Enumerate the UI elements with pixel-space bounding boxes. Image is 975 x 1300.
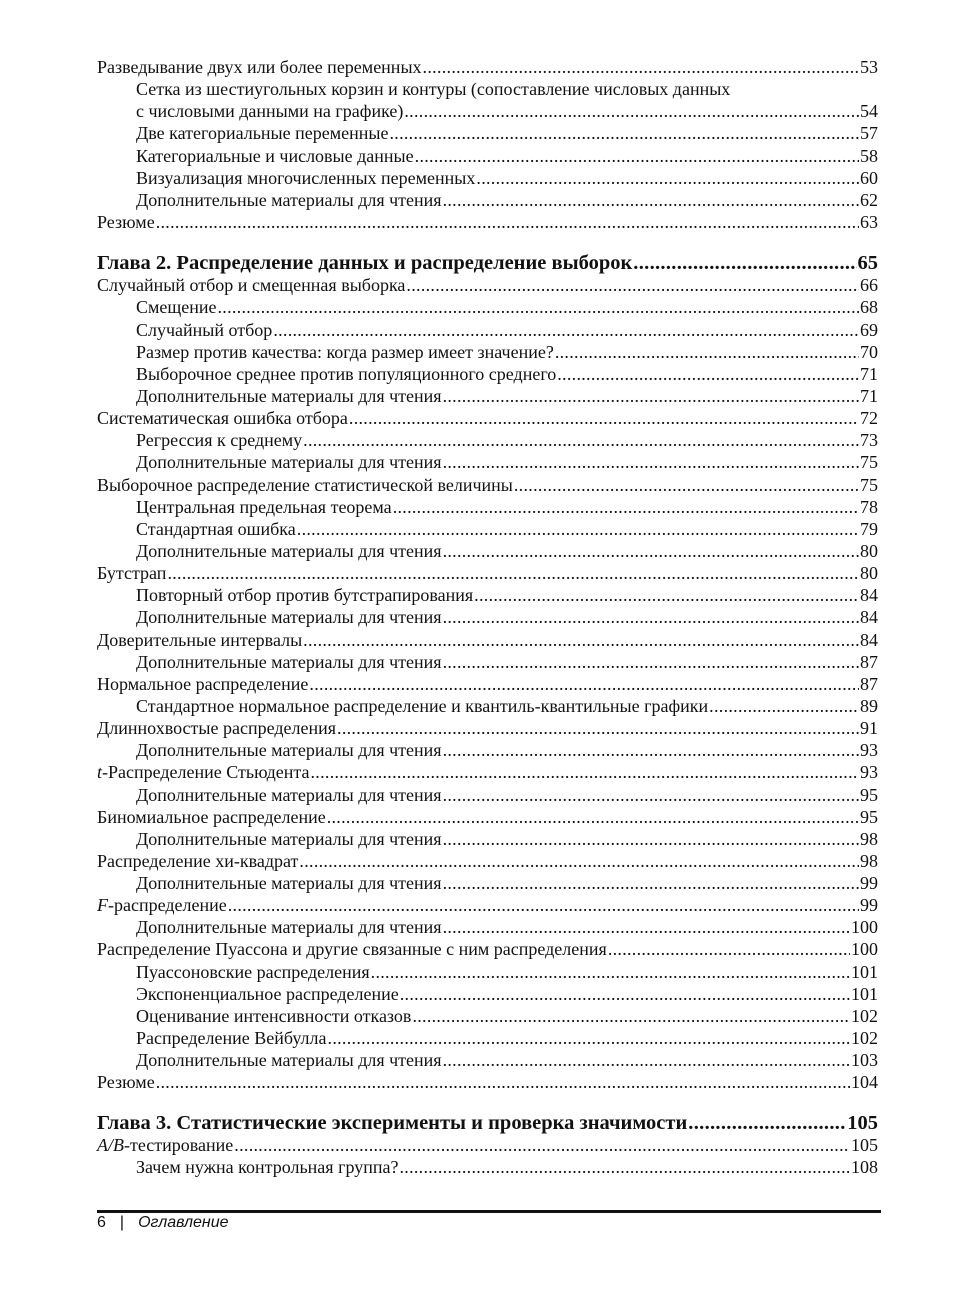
toc-entry[interactable] [97,717,878,739]
dot-leader [309,673,859,695]
page-number: 6 [97,1214,106,1231]
toc-entry-text: Глава 3. Статистические эксперименты и проверка значимости [97,1111,688,1134]
toc-page-number: 66 [860,275,878,296]
toc-entry-title [136,100,403,122]
toc-entry[interactable] [97,1005,878,1027]
toc-entry-italic-prefix: t [97,762,103,783]
toc-entry-title [136,385,442,407]
toc-entry-title [136,1156,398,1178]
dot-leader [389,122,859,144]
footer-separator: | [119,1214,125,1231]
toc-page-number: 60 [860,167,878,188]
toc-entry-text: -распределение [108,895,227,916]
toc-page-number: 71 [860,385,878,406]
dot-leader [406,274,859,296]
toc-entry-text: Длиннохвостые распределения [97,718,337,739]
dot-leader [167,562,859,584]
toc-entry[interactable] [97,496,878,518]
toc-entry[interactable] [97,606,878,628]
toc-entry[interactable] [97,916,878,938]
toc-entry-title [97,761,310,783]
toc-entry-text: -Распределение Стьюдента [102,762,310,783]
table-of-contents [97,56,878,1178]
toc-page-number: 54 [860,101,878,122]
dot-leader [688,1112,846,1134]
toc-entry-title [136,363,556,385]
toc-page-number: 100 [851,939,878,960]
toc-entry[interactable] [97,961,878,983]
toc-entry[interactable] [97,274,878,296]
toc-page-number: 69 [860,319,878,340]
dot-leader [443,828,859,850]
toc-entry-title [136,606,442,628]
toc-entry[interactable] [97,189,878,211]
toc-page-number: 84 [860,607,878,628]
dot-leader [443,916,850,938]
toc-entry-title [97,211,155,233]
toc-page-number: 99 [860,895,878,916]
toc-entry-text: Нормальное распределение [97,673,309,694]
toc-entry[interactable] [97,122,878,144]
toc-entry-title [97,407,348,429]
toc-entry-title [97,850,298,872]
dot-leader [443,385,859,407]
toc-entry-italic-prefix: F [97,895,108,916]
dot-leader [337,717,859,739]
toc-entry[interactable] [97,1134,878,1156]
dot-leader [303,629,859,651]
toc-page-number: 87 [860,673,878,694]
toc-entry[interactable] [97,518,878,540]
toc-entry-title [97,1134,233,1156]
toc-entry-text: Зачем нужна контрольная группа? [136,1157,399,1178]
toc-entry-title [136,296,217,318]
toc-page-number: 78 [860,496,878,517]
toc-entry-text: Дополнительные материалы для чтения [136,189,442,210]
toc-entry-title [97,56,422,78]
toc-entry-italic-prefix: A/B [97,1135,124,1156]
toc-entry[interactable] [97,695,878,717]
dot-leader [303,429,859,451]
toc-entry[interactable] [97,100,878,122]
toc-page-number: 68 [860,297,878,318]
dot-leader [218,296,860,318]
toc-entry-text: -тестирование [124,1135,234,1156]
toc-entry-text: Доверительные интервалы [97,629,303,650]
dot-leader [555,341,859,363]
toc-entry-text: Дополнительные материалы для чтения [136,452,442,473]
dot-leader [400,983,850,1005]
dot-leader [399,1156,850,1178]
toc-entry-text: Регрессия к среднему [136,430,303,451]
toc-entry-text: Распределение Пуассона и другие связанные с ним распределения [97,939,607,960]
dot-leader [327,806,859,828]
toc-entry-text: Дополнительные материалы для чтения [136,385,442,406]
toc-entry-text: Экспоненциальное распределение [136,983,399,1004]
toc-page-number: 98 [860,828,878,849]
toc-entry-title [97,717,336,739]
toc-page-number: 91 [860,718,878,739]
toc-entry[interactable] [97,429,878,451]
toc-page-number: 108 [851,1157,878,1178]
toc-entry-text: Стандартное нормальное распределение и квантиль-квантильные графики [136,695,709,716]
toc-entry[interactable] [97,341,878,363]
toc-entry-text: Размер против качества: когда размер имеет значение? [136,341,554,362]
toc-page-number: 73 [860,430,878,451]
toc-entry-text: Визуализация многочисленных переменных [136,167,476,188]
toc-entry-title [136,739,442,761]
dot-leader [228,894,859,916]
toc-entry-title [136,584,473,606]
toc-page-number: 72 [860,408,878,429]
toc-page-number: 80 [860,563,878,584]
toc-entry[interactable] [97,806,878,828]
toc-entry-line [97,78,878,100]
toc-entry[interactable] [97,451,878,473]
toc-entry-title [136,872,442,894]
toc-entry-text: Дополнительные материалы для чтения [136,873,442,894]
dot-leader [393,496,859,518]
toc-page-number: 101 [851,983,878,1004]
toc-entry[interactable] [97,983,878,1005]
toc-entry[interactable] [97,872,878,894]
toc-entry-title [136,189,442,211]
toc-entry-text: Пуассоновские распределения [136,961,370,982]
toc-page-number: 79 [860,518,878,539]
toc-page-number: 102 [851,1028,878,1049]
toc-entry[interactable] [97,407,878,429]
toc-entry-text: Дополнительные материалы для чтения [136,828,442,849]
toc-entry-title: Сетка из шестиугольных корзин и контуры (сопоставление числовых данных [136,79,731,100]
toc-page-number: 80 [860,540,878,561]
toc-entry[interactable] [97,296,878,318]
toc-page-number: 53 [860,57,878,77]
toc-page-number: 63 [860,211,878,232]
toc-page-number: 57 [860,123,878,144]
page-footer [97,1214,228,1232]
dot-leader [234,1134,850,1156]
toc-entry-title [97,474,513,496]
toc-entry-text: Биномиальное распределение [97,806,326,827]
toc-entry-text: Стандартная ошибка [136,518,296,539]
toc-entry[interactable] [97,319,878,341]
toc-entry-text: Разведывание двух или более переменных [97,57,422,77]
dot-leader [443,872,859,894]
toc-entry-title [97,806,326,828]
toc-entry-text: Выборочное среднее против популяционного среднего [136,363,557,384]
toc-page-number: 101 [851,961,878,982]
toc-entry-title [97,673,308,695]
toc-entry-text: Дополнительные материалы для чтения [136,1050,442,1071]
dot-leader [156,211,859,233]
toc-entry-text: Две категориальные переменные [136,123,389,144]
toc-entry-text: Распределение хи-квадрат [97,850,299,871]
dot-leader [156,1071,850,1093]
toc-page-number: 84 [860,585,878,606]
dot-leader [443,451,859,473]
toc-entry[interactable] [97,584,878,606]
toc-entry-text: с числовыми данными на графике) [136,101,404,122]
dot-leader [443,784,859,806]
toc-entry[interactable] [97,850,878,872]
toc-entry-text: Бутстрап [97,563,167,584]
toc-entry-title [136,145,414,167]
toc-page-number: 93 [860,762,878,783]
toc-entry-title [97,938,607,960]
dot-leader [443,651,859,673]
toc-entry[interactable] [97,211,878,233]
toc-entry-title [97,274,405,296]
toc-entry-text: Случайный отбор [136,319,273,340]
toc-entry-title [136,1049,442,1071]
toc-entry[interactable] [97,1156,878,1178]
dot-leader [443,189,859,211]
toc-page-number: 99 [860,873,878,894]
toc-entry-text: Систематическая ошибка отбора [97,408,348,429]
dot-leader [443,739,859,761]
dot-leader [443,1049,850,1071]
dot-leader [476,167,859,189]
toc-entry[interactable] [97,474,878,496]
toc-entry[interactable] [97,938,878,960]
toc-entry-title [136,916,442,938]
dot-leader [709,695,859,717]
toc-entry-title [136,983,399,1005]
dot-leader [404,100,859,122]
dot-leader [297,518,859,540]
toc-entry[interactable] [97,167,878,189]
toc-entry[interactable] [97,739,878,761]
toc-page-number: 100 [851,917,878,938]
toc-page-number: 103 [851,1050,878,1071]
toc-page-number: 98 [860,850,878,871]
toc-entry-text: Дополнительные материалы для чтения [136,540,442,561]
toc-entry-title [97,629,302,651]
toc-entry-text: Дополнительные материалы для чтения [136,607,442,628]
toc-entry-title [136,1005,411,1027]
toc-entry-text: Категориальные и числовые данные [136,145,414,166]
toc-entry[interactable] [97,145,878,167]
toc-page-number: 71 [860,363,878,384]
toc-page-number: 95 [860,806,878,827]
dot-leader [273,319,859,341]
dot-leader [349,407,859,429]
toc-entry[interactable] [97,894,878,916]
toc-entry-title [136,496,392,518]
dot-leader [371,961,850,983]
toc-entry-title [136,341,554,363]
toc-page-number: 65 [857,252,878,275]
toc-entry[interactable] [97,651,878,673]
dot-leader [443,540,859,562]
toc-page-number: 89 [860,695,878,716]
toc-entry[interactable] [97,784,878,806]
dot-leader [443,606,859,628]
dot-leader [633,252,856,274]
toc-chapter-entry[interactable] [97,252,878,274]
dot-leader [328,1027,850,1049]
toc-entry[interactable] [97,385,878,407]
toc-entry[interactable] [97,1071,878,1093]
toc-entry-title [136,784,442,806]
toc-page-number: 70 [860,341,878,362]
toc-entry-text: Дополнительные материалы для чтения [136,740,442,761]
running-title: Оглавление [138,1214,229,1231]
toc-entry-text: Случайный отбор и смещенная выборка [97,275,406,296]
toc-page-number: 105 [847,1111,878,1134]
toc-entry[interactable] [97,562,878,584]
toc-page-number: 104 [851,1072,878,1093]
toc-entry-title [97,894,227,916]
toc-entry-title [136,167,475,189]
toc-entry-title [97,562,166,584]
dot-leader [557,363,859,385]
dot-leader [608,938,850,960]
toc-entry-text: Дополнительные материалы для чтения [136,917,442,938]
dot-leader [514,474,859,496]
toc-entry-text: Выборочное распределение статистической величины [97,474,513,495]
toc-entry[interactable] [97,828,878,850]
toc-page-number: 75 [860,452,878,473]
dot-leader [474,584,859,606]
toc-entry[interactable] [97,629,878,651]
toc-entry-text: Оценивание интенсивности отказов [136,1005,412,1026]
toc-entry-title [136,319,272,341]
dot-leader [423,56,859,78]
toc-entry-title [136,651,442,673]
toc-page-number: 84 [860,629,878,650]
dot-leader [311,761,860,783]
toc-entry-title [136,828,442,850]
toc-entry-text: Повторный отбор против бутстрапирования [136,585,474,606]
dot-leader [299,850,859,872]
dot-leader [415,145,859,167]
toc-entry-text: Дополнительные материалы для чтения [136,784,442,805]
toc-entry[interactable] [97,540,878,562]
dot-leader [412,1005,850,1027]
toc-entry-title [136,451,442,473]
toc-entry-text: Смещение [136,297,217,318]
toc-page-number: 93 [860,740,878,761]
toc-page-number: 87 [860,651,878,672]
toc-page-number: 95 [860,784,878,805]
toc-entry-title [136,122,388,144]
toc-entry-text: Резюме [97,1072,155,1093]
toc-entry-title [136,1027,327,1049]
toc-entry[interactable] [97,761,878,783]
toc-page-number: 102 [851,1005,878,1026]
toc-page-number: 75 [860,474,878,495]
toc-page-number: 105 [851,1135,878,1156]
toc-entry-title [136,540,442,562]
toc-entry[interactable] [97,363,878,385]
toc-entry[interactable] [97,1027,878,1049]
toc-entry-text: Центральная предельная теорема [136,496,392,517]
toc-entry-title [97,252,632,274]
toc-entry[interactable] [97,1049,878,1071]
toc-entry-title [97,1112,687,1134]
toc-entry-text: Резюме [97,211,155,232]
toc-page-number: 62 [860,189,878,210]
toc-entry[interactable] [97,673,878,695]
toc-entry-title [97,1071,155,1093]
toc-entry-text: Дополнительные материалы для чтения [136,651,442,672]
footer-divider [97,1210,881,1213]
toc-entry[interactable] [97,56,878,78]
toc-entry-text: Глава 2. Распределение данных и распределение выборок [97,252,633,275]
toc-entry-text: Распределение Вейбулла [136,1028,327,1049]
toc-entry-title [136,429,302,451]
toc-page-number: 58 [860,145,878,166]
toc-entry-title [136,518,296,540]
toc-chapter-entry[interactable] [97,1112,878,1134]
toc-entry-title [136,695,708,717]
toc-entry-title [136,961,370,983]
